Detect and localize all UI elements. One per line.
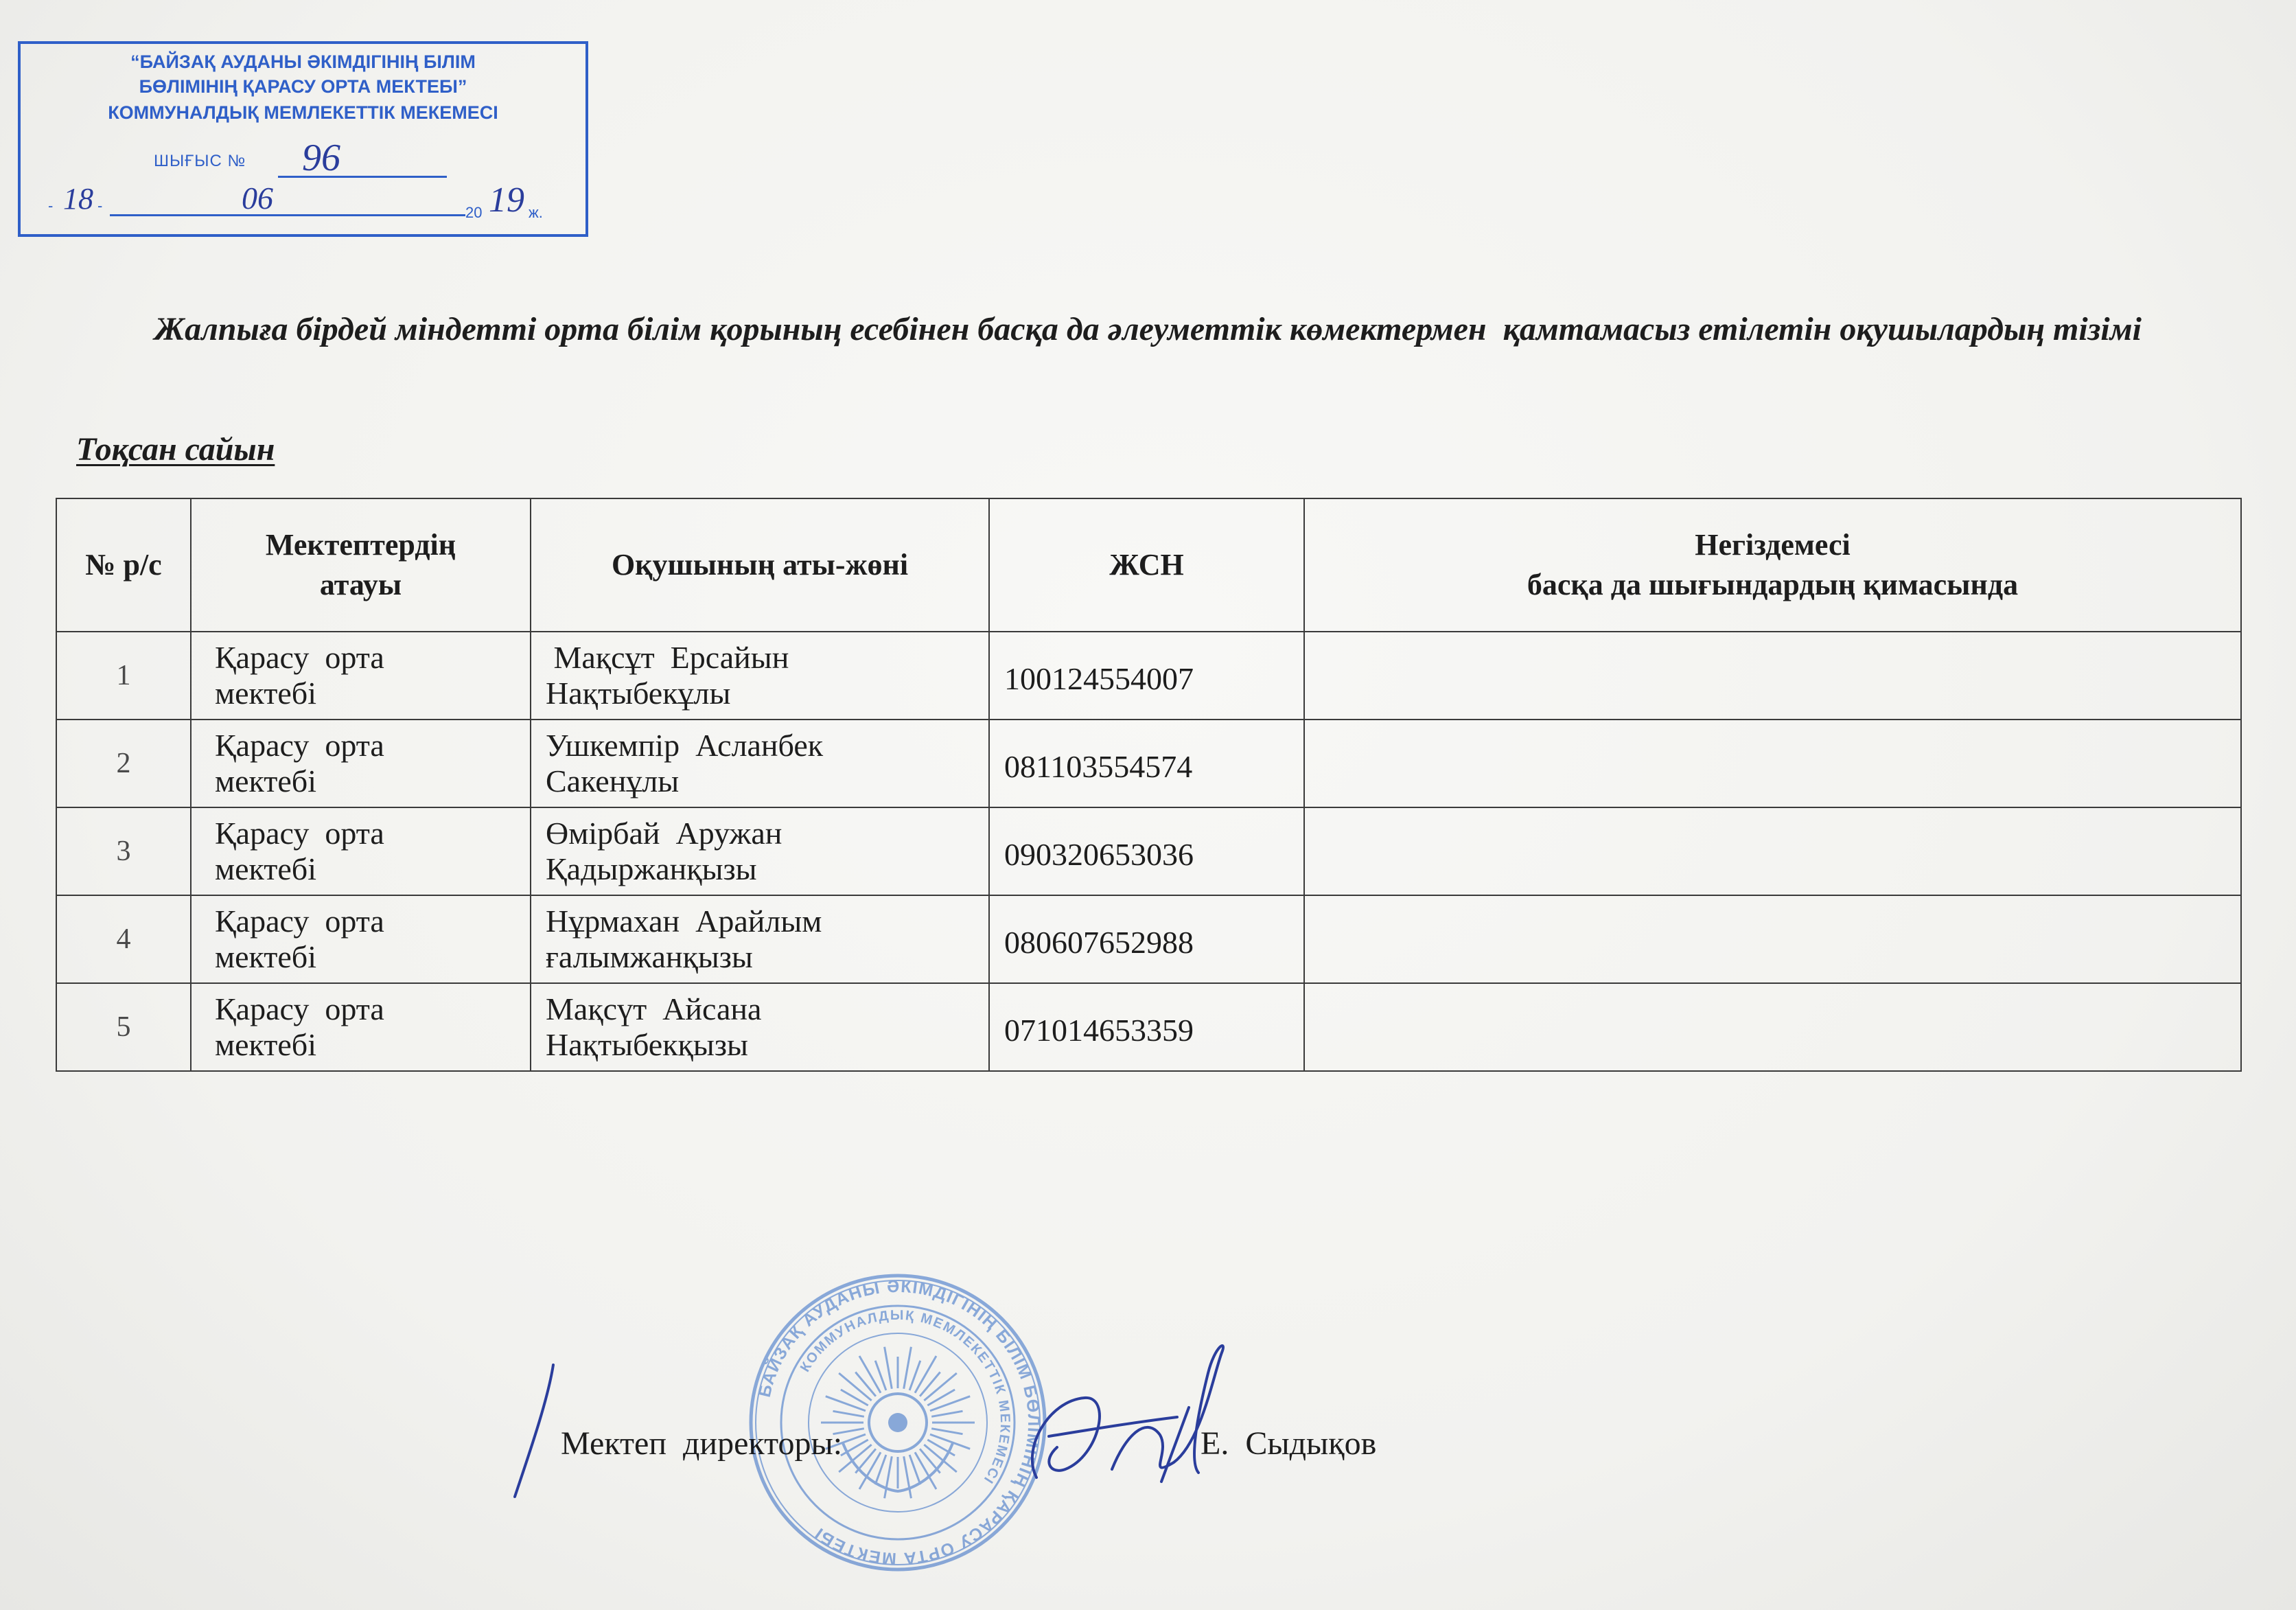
cell-basis (1304, 807, 2241, 895)
students-table (56, 498, 2242, 1072)
seal-emblem-ray (930, 1396, 970, 1411)
seal-emblem-ray (855, 1372, 876, 1396)
date-dash-left: - (48, 197, 54, 214)
seal-emblem-ray (833, 1411, 864, 1416)
seal-emblem (821, 1347, 975, 1499)
table-row (56, 983, 2241, 1071)
seal-emblem-ray (915, 1356, 936, 1393)
table-row (56, 632, 2241, 720)
seal-emblem-ray (855, 1449, 876, 1473)
cell-basis (1304, 895, 2241, 983)
seal-outer-text: БАЙЗАҚ АУДАНЫ ӘКІМДІГІНІҢ БІЛІМ БӨЛІМІНІҢ ҚАРАСУ ОРТА МЕКТЕБІ (754, 1276, 1044, 1569)
seal-emblem-ray (920, 1449, 940, 1473)
cell-student: Нұрмахан Арайлым ғалымжанқызы (531, 895, 989, 983)
signatory-name: Е. Сыдықов (1201, 1425, 1377, 1462)
cell-iin: 081103554574 (989, 720, 1304, 807)
table-header-row (56, 498, 2241, 632)
document-title: Жалпыға бірдей міндетті орта білім қорының есебінен басқа да әлеуметтік көмектермен қамтамасыз етілетін оқушылардың тізімі (154, 311, 2142, 347)
date-month-handwritten: 06 (242, 181, 273, 216)
period-label: Тоқсан сайын (76, 431, 275, 468)
cell-student: Ушкемпір Асланбек Сакенұлы (531, 720, 989, 807)
seal-emblem-ray (826, 1396, 866, 1411)
pen-stroke (515, 1365, 553, 1497)
stamp-line-2: БӨЛІМІНІҢ ҚАРАСУ ОРТА МЕКТЕБІ” (139, 76, 467, 97)
cell-basis (1304, 632, 2241, 720)
seal-emblem-ray (904, 1347, 912, 1389)
header-iin: ЖСН (989, 498, 1304, 632)
seal-emblem-ray (885, 1456, 892, 1498)
table-row (56, 895, 2241, 983)
school-seal (747, 1272, 1049, 1574)
header-student: Оқушының аты-жөні (531, 498, 989, 632)
seal-emblem-ray (904, 1456, 912, 1498)
date-year-handwritten: 19 (489, 181, 524, 220)
seal-emblem-ray (931, 1411, 962, 1416)
cell-student: Мақсұт Ерсайын Нақтыбекұлы (531, 632, 989, 720)
table-row (56, 720, 2241, 807)
table-row (56, 807, 2241, 895)
cell-iin: 100124554007 (989, 632, 1304, 720)
cell-basis (1304, 720, 2241, 807)
seal-emblem-ray (931, 1429, 962, 1434)
cell-num: 4 (56, 895, 191, 983)
cell-student: Өмірбай Аружан Қадыржанқызы (531, 807, 989, 895)
pen-slash-mark (508, 1359, 563, 1504)
signature-stroke (1032, 1398, 1100, 1477)
header-num: № р/с (56, 498, 191, 632)
cell-num: 2 (56, 720, 191, 807)
signatory-role: Мектеп директоры: (561, 1425, 843, 1462)
stamp-line-3: КОММУНАЛДЫҚ МЕМЛЕКЕТТІК МЕКЕМЕСІ (108, 102, 498, 123)
registration-stamp (18, 41, 588, 237)
cell-school: Қарасу орта мектебі (191, 895, 531, 983)
cell-num: 3 (56, 807, 191, 895)
cell-num: 1 (56, 632, 191, 720)
stamp-line-1: “БАЙЗАҚ АУДАНЫ ӘКІМДІГІНІҢ БІЛІМ (130, 51, 476, 72)
date-dash-right: - (97, 197, 103, 214)
header-basis: Негіздемесі басқа да шығындардың қимасында (1304, 498, 2241, 632)
director-signature (1009, 1332, 1236, 1504)
date-rule (110, 214, 465, 216)
seal-emblem-ray (920, 1372, 940, 1396)
seal-emblem-ray (885, 1347, 892, 1389)
cell-school: Қарасу орта мектебі (191, 632, 531, 720)
seal-emblem-ray (833, 1429, 864, 1434)
seal-emblem-star (888, 1413, 907, 1432)
seal-emblem-ray (859, 1356, 881, 1393)
cell-num: 5 (56, 983, 191, 1071)
cell-student: Мақсүт Айсана Нақтыбекқызы (531, 983, 989, 1071)
cell-iin: 080607652988 (989, 895, 1304, 983)
date-day-handwritten: 18 (63, 182, 93, 216)
header-school: Мектептердің атауы (191, 498, 531, 632)
date-year-prefix: 20 (465, 204, 483, 221)
cell-school: Қарасу орта мектебі (191, 720, 531, 807)
date-year-unit: ж. (529, 204, 543, 221)
cell-basis (1304, 983, 2241, 1071)
cell-school: Қарасу орта мектебі (191, 983, 531, 1071)
outgoing-number-handwritten: 96 (302, 137, 340, 179)
cell-iin: 090320653036 (989, 807, 1304, 895)
cell-iin: 071014653359 (989, 983, 1304, 1071)
cell-school: Қарасу орта мектебі (191, 807, 531, 895)
seal-inner-text: КОММУНАЛДЫҚ МЕМЛЕКЕТТІК МЕКЕМЕСІ (797, 1307, 1013, 1487)
outgoing-number-label: ШЫҒЫС № (154, 152, 246, 170)
